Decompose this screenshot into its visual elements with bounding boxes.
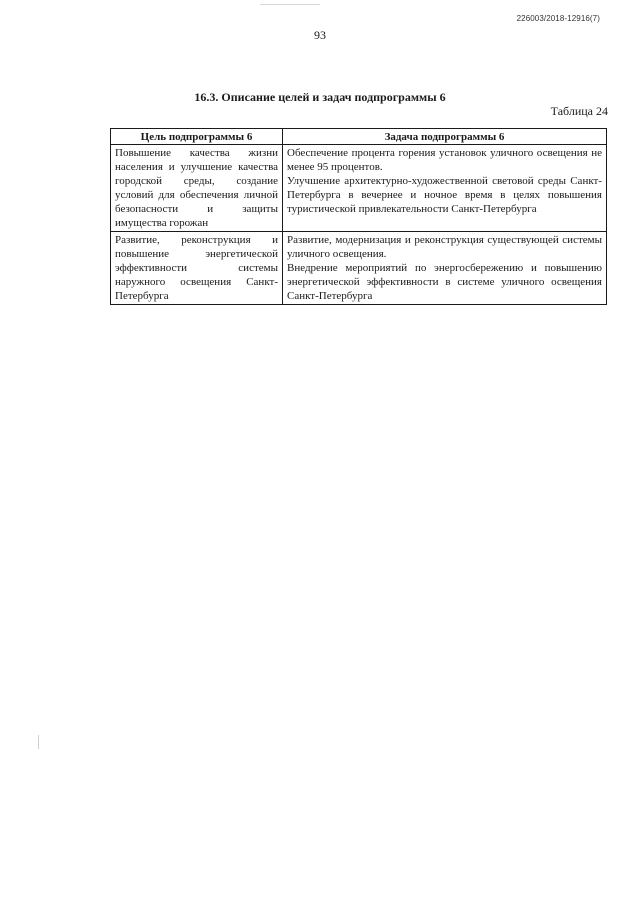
task-text: Развитие, модернизация и реконструкция существующей системы уличного освещения.	[287, 234, 602, 260]
task-cell	[283, 232, 607, 305]
scan-margin-mark	[38, 735, 39, 749]
page-number: 93	[314, 28, 326, 42]
goal-text: Развитие, реконструкция и повышение энергетической эффективности системы наружного освещения Санкт-Петербурга	[115, 234, 278, 302]
column-header-task: Задача подпрограммы 6	[283, 129, 607, 145]
table-row	[111, 232, 607, 305]
task-text: Улучшение архитектурно-художественной световой среды Санкт-Петербурга в вечернее и ночное время в целях повышения туристической привлекательности Санкт-Петербурга	[287, 175, 602, 215]
table-caption: Таблица 24	[550, 104, 608, 118]
document-id: 226003/2018-12916(7)	[516, 14, 600, 23]
goals-tasks-table	[110, 128, 607, 305]
table-header-row	[111, 129, 607, 145]
goal-cell	[111, 145, 283, 232]
goal-cell	[111, 232, 283, 305]
column-header-goal: Цель подпрограммы 6	[111, 129, 283, 145]
task-cell	[283, 145, 607, 232]
task-text: Внедрение мероприятий по энергосбережению и повышению энергетической эффективности в системе уличного освещения Санкт-Петербурга	[287, 262, 602, 302]
scan-artifact	[260, 4, 320, 5]
section-title: 16.3. Описание целей и задач подпрограммы 6	[194, 90, 446, 104]
task-text: Обеспечение процента горения установок уличного освещения не менее 95 процентов.	[287, 147, 602, 173]
table-row	[111, 145, 607, 232]
goal-text: Повышение качества жизни населения и улучшение качества городской среды, создание условий для обеспечения личной безопасности и защиты имущества горожан	[115, 147, 278, 229]
